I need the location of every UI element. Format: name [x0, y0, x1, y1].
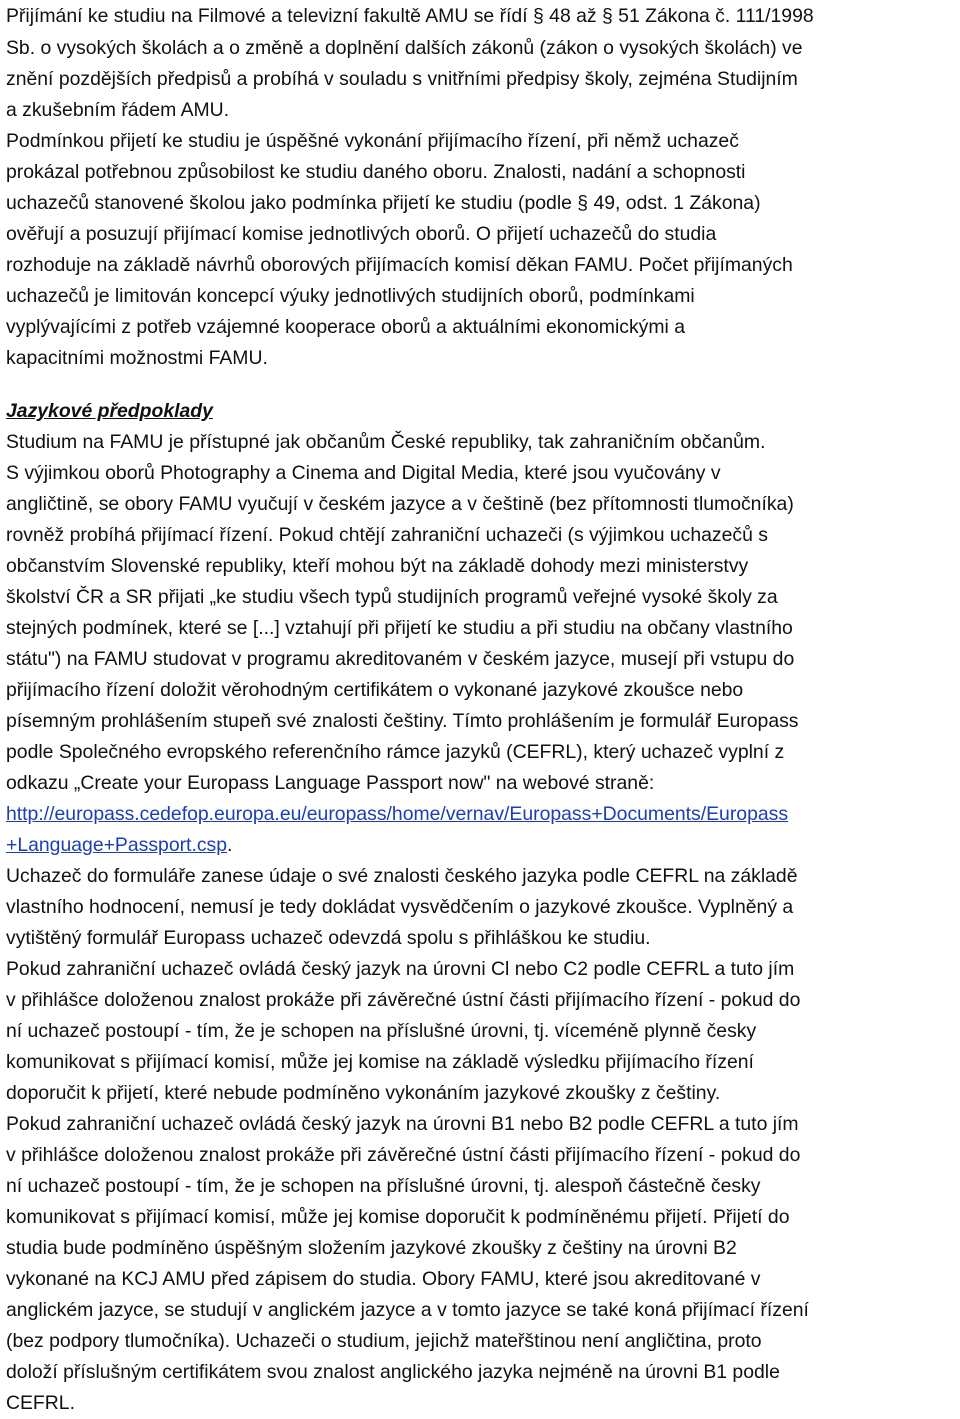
text-line: komunikovat s přijímací komisí, může jej komise na základě výsledku přijímacího řízení	[6, 1051, 754, 1073]
text-line: znění pozdějších předpisů a probíhá v souladu s vnitřními předpisy školy, zejména Studijním	[6, 68, 798, 90]
language-requirements-section	[6, 427, 954, 1419]
section-gap	[6, 374, 954, 396]
text-line: státu") na FAMU studovat v programu akreditovaném v českém jazyce, musejí při vstupu do	[6, 648, 795, 670]
text-line: rovněž probíhá přijímací řízení. Pokud chtějí zahraniční uchazeči (s výjimkou uchazečů s	[6, 524, 768, 546]
text-line: občanstvím Slovenské republiky, kteří mohou být na základě dohody mezi ministerstvy	[6, 555, 749, 577]
text-line: anglickém jazyce, se studují v anglickém jazyce a v tomto jazyce se také koná přijímací řízení	[6, 1299, 809, 1321]
europass-link[interactable]: http://europass.cedefop.europa.eu/europass/home/vernav/Europass+Documents/Europass	[6, 803, 789, 825]
text-line: ní uchazeč postoupí - tím, že je schopen na příslušné úrovni, tj. alespoň částečně česky	[6, 1175, 761, 1197]
text-line: ní uchazeč postoupí - tím, že je schopen na příslušné úrovni, tj. víceméně plynně česky	[6, 1020, 757, 1042]
text-line: uchazečů je limitován koncepcí výuky jednotlivých studijních oborů, podmínkami	[6, 285, 695, 307]
text-line: rozhoduje na základě návrhů oborových přijímacích komisí děkan FAMU. Počet přijímaných	[6, 254, 793, 276]
section-heading: Jazykové předpoklady	[6, 400, 213, 422]
text-line: v přihlášce doloženou znalost prokáže při závěrečné ústní části přijímacího řízení - pokud do	[6, 989, 801, 1011]
text-line: studia bude podmíněno úspěšným složením jazykové zkoušky z češtiny na úrovni B2	[6, 1237, 737, 1259]
text-line: prokázal potřebnou způsobilost ke studiu daného oboru. Znalosti, nadání a schopnosti	[6, 161, 746, 183]
text-line: Pokud zahraniční uchazeč ovládá český jazyk na úrovni Cl nebo C2 podle CEFRL a tuto jím	[6, 958, 795, 980]
text-line: CEFRL.	[6, 1392, 75, 1414]
link-period: .	[227, 834, 233, 856]
text-line: Sb. o vysokých školách a o změně a doplnění dalších zákonů (zákon o vysokých školách) ve	[6, 37, 803, 59]
text-line: Studium na FAMU je přístupné jak občanům České republiky, tak zahraničním občanům.	[6, 431, 766, 453]
text-line: S výjimkou oborů Photography a Cinema and Digital Media, které jsou vyučovány v	[6, 462, 721, 484]
text-line: komunikovat s přijímací komisí, může jej komise doporučit k podmíněnému přijetí. Přijetí do	[6, 1206, 790, 1228]
text-line: a zkušebním řádem AMU.	[6, 99, 230, 121]
document-page	[6, 0, 954, 1419]
text-line: kapacitními možnostmi FAMU.	[6, 347, 268, 369]
text-line: vyplývajícími z potřeb vzájemné kooperace oborů a aktuálními ekonomickými a	[6, 316, 685, 338]
text-line: Podmínkou přijetí ke studiu je úspěšné vykonání přijímacího řízení, při němž uchazeč	[6, 130, 739, 152]
text-line: doloží příslušným certifikátem svou znalost anglického jazyka nejméně na úrovni B1 podle	[6, 1361, 780, 1383]
admission-rules-section	[6, 0, 954, 374]
text-line: odkazu „Create your Europass Language Passport now" na webové straně:	[6, 772, 655, 794]
text-line: doporučit k přijetí, které nebude podmíněno vykonáním jazykové zkoušky z češtiny.	[6, 1082, 721, 1104]
text-line: školství ČR a SR přijati „ke studiu všech typů studijních programů veřejné vysoké školy za	[6, 586, 778, 608]
text-line: vlastního hodnocení, nemusí je tedy dokládat vysvědčením o jazykové zkoušce. Vyplněný a	[6, 896, 794, 918]
europass-link-line	[6, 830, 954, 861]
text-line: Přijímání ke studiu na Filmové a televizní fakultě AMU se řídí § 48 až § 51 Zákona č. 111/1998	[6, 5, 814, 27]
text-line: stejných podmínek, které se [...] vztahují při přijetí ke studiu a při studiu na občany vlastního	[6, 617, 793, 639]
europass-link-continued[interactable]: +Language+Passport.csp	[6, 834, 228, 856]
text-line: ověřují a posuzují přijímací komise jednotlivých oborů. O přijetí uchazečů do studia	[6, 223, 717, 245]
text-line: přijímacího řízení doložit věrohodným certifikátem o vykonané jazykové zkoušce nebo	[6, 679, 744, 701]
text-line: písemným prohlášením stupeň své znalosti češtiny. Tímto prohlášením je formulář Europass	[6, 710, 799, 732]
text-line: Pokud zahraniční uchazeč ovládá český jazyk na úrovni B1 nebo B2 podle CEFRL a tuto jím	[6, 1113, 799, 1135]
text-line: uchazečů stanovené školou jako podmínka přijetí ke studiu (podle § 49, odst. 1 Zákona)	[6, 192, 761, 214]
text-line: podle Společného evropského referenčního rámce jazyků (CEFRL), který uchazeč vyplní z	[6, 741, 785, 763]
text-line: angličtině, se obory FAMU vyučují v českém jazyce a v češtině (bez přítomnosti tlumočníka)	[6, 493, 794, 515]
text-line: v přihlášce doloženou znalost prokáže při závěrečné ústní části přijímacího řízení - pokud do	[6, 1144, 801, 1166]
text-line: Uchazeč do formuláře zanese údaje o své znalosti českého jazyka podle CEFRL na základě	[6, 865, 798, 887]
text-line: vytištěný formulář Europass uchazeč odevzdá spolu s přihláškou ke studiu.	[6, 927, 651, 949]
text-line: vykonané na KCJ AMU před zápisem do studia. Obory FAMU, které jsou akreditované v	[6, 1268, 761, 1290]
text-line: (bez podpory tlumočníka). Uchazeči o studium, jejichž mateřštinou není angličtina, proto	[6, 1330, 762, 1352]
europass-link-line	[6, 799, 954, 830]
